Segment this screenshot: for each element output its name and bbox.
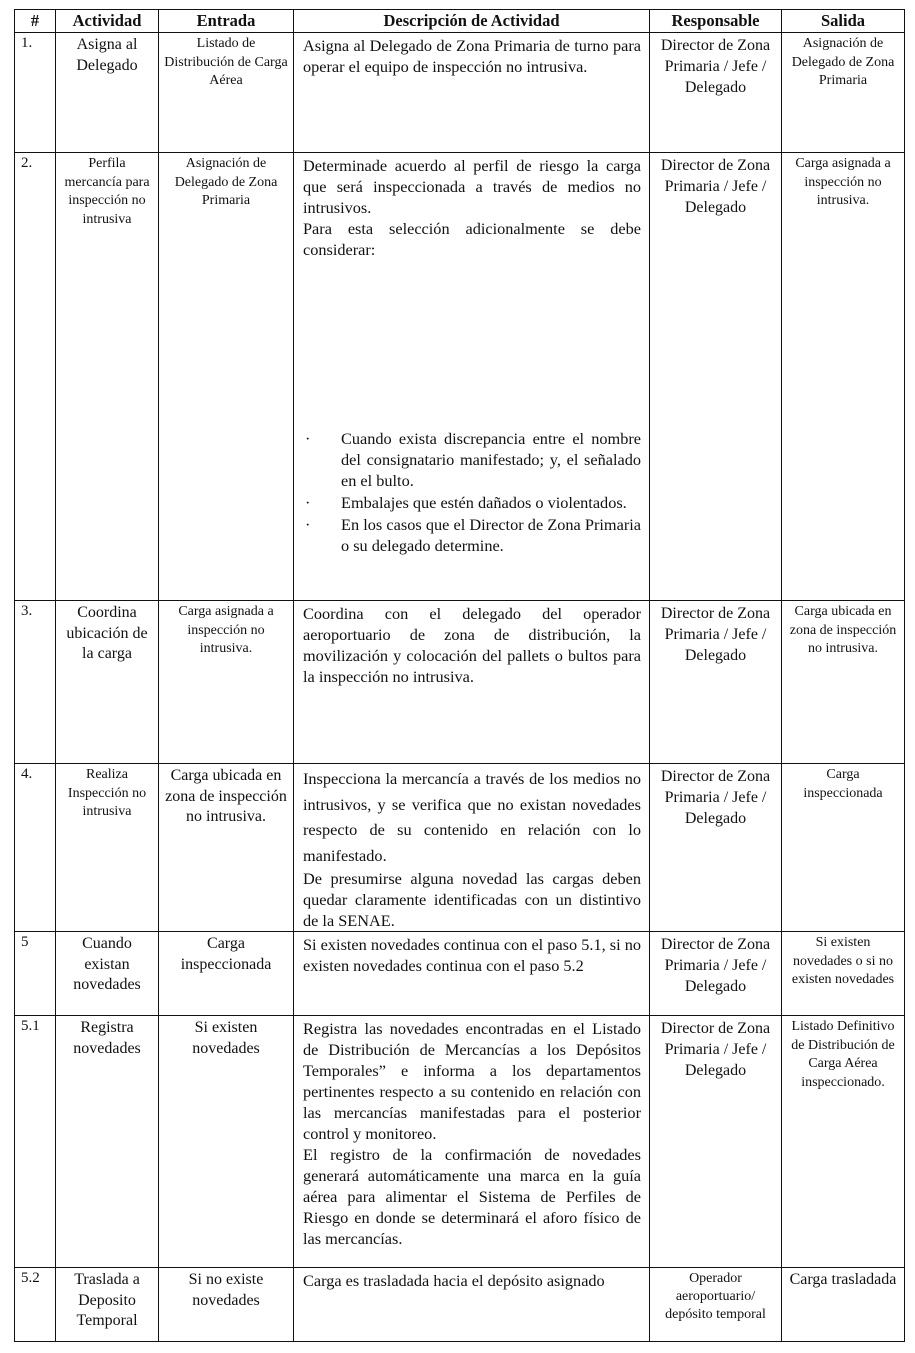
row-activity: Coordina ubicación de la carga xyxy=(56,601,159,764)
row-input: Si existen novedades xyxy=(159,1016,294,1268)
row-description xyxy=(294,932,650,1016)
table-row xyxy=(15,764,905,932)
header-description: Descripción de Actividad xyxy=(294,10,650,33)
header-row xyxy=(15,10,905,33)
row-input: Asignación de Delegado de Zona Primaria xyxy=(159,153,294,601)
header-input: Entrada xyxy=(159,10,294,33)
table-row xyxy=(15,1016,905,1268)
row-description xyxy=(294,601,650,764)
criteria-list xyxy=(303,428,641,556)
row-description xyxy=(294,33,650,153)
row-activity: Cuando existan novedades xyxy=(56,932,159,1016)
bullet-icon: · xyxy=(305,515,311,534)
row-input: Carga inspeccionada xyxy=(159,932,294,1016)
row-output: Carga asignada a inspección no intrusiva. xyxy=(782,153,905,601)
description-paragraph: Si existen novedades continua con el paso 5.1, si no existen novedades continua con el paso 5.2 xyxy=(303,935,641,975)
table-row xyxy=(15,1268,905,1342)
row-activity: Traslada a Deposito Temporal xyxy=(56,1268,159,1342)
row-output: Si existen novedades o si no existen novedades xyxy=(782,932,905,1016)
row-responsible: Director de Zona Primaria / Jefe / Delegado xyxy=(650,153,782,601)
header-activity: Actividad xyxy=(56,10,159,33)
row-output: Carga trasladada xyxy=(782,1268,905,1342)
description-paragraph: Coordina con el delegado del operador aeroportuario de zona de distribución, la movilización y colocación del pallets o bultos para la inspección no intrusiva. xyxy=(303,604,641,686)
row-responsible: Director de Zona Primaria / Jefe / Delegado xyxy=(650,601,782,764)
row-number: 5 xyxy=(15,932,56,1016)
blank-space xyxy=(303,260,641,428)
row-responsible: Director de Zona Primaria / Jefe / Delegado xyxy=(650,932,782,1016)
description-paragraph: Para esta selección adicionalmente se debe considerar: xyxy=(303,219,641,259)
description-paragraph: Carga es trasladada hacia el depósito asignado xyxy=(303,1271,605,1290)
table-row xyxy=(15,33,905,153)
row-activity: Realiza Inspección no intrusiva xyxy=(56,764,159,932)
row-description xyxy=(294,764,650,932)
row-description xyxy=(294,153,650,601)
row-input: Si no existe novedades xyxy=(159,1268,294,1342)
header-output: Salida xyxy=(782,10,905,33)
row-activity: Asigna al Delegado xyxy=(56,33,159,153)
row-number: 5.2 xyxy=(15,1268,56,1342)
description-paragraph: De presumirse alguna novedad las cargas deben quedar claramente identificadas con un distintivo de la SENAE. xyxy=(303,869,641,930)
row-responsible: Operador aeroportuario/ depósito temporal xyxy=(650,1268,782,1342)
list-item-text: En los casos que el Director de Zona Primaria o su delegado determine. xyxy=(341,515,641,555)
row-responsible: Director de Zona Primaria / Jefe / Delegado xyxy=(650,1016,782,1268)
description-paragraph: Inspecciona la mercancía a través de los medios no intrusivos, y se verifica que no existan novedades respecto de su contenido en relación con lo manifestado. xyxy=(303,769,641,865)
list-item xyxy=(303,492,641,513)
table-row xyxy=(15,153,905,601)
description-paragraph: Registra las novedades encontradas en el Listado de Distribución de Mercancías a los Depósitos Temporales” e informa a los departamentos pertinentes respecto a su contenido en relación con las mercancías manifestadas para el posterior control y monitoreo. xyxy=(303,1019,641,1143)
header-num: # xyxy=(15,10,56,33)
row-output: Carga inspeccionada xyxy=(782,764,905,932)
description-paragraph: Determinade acuerdo al perfil de riesgo la carga que será inspeccionada a través de medios no intrusivos. xyxy=(303,156,641,217)
row-description xyxy=(294,1016,650,1268)
procedure-document xyxy=(14,9,905,1342)
row-number: 2. xyxy=(15,153,56,601)
row-number: 4. xyxy=(15,764,56,932)
row-input: Listado de Distribución de Carga Aérea xyxy=(159,33,294,153)
row-responsible: Director de Zona Primaria / Jefe / Delegado xyxy=(650,33,782,153)
list-item xyxy=(303,428,641,491)
header-responsible: Responsable xyxy=(650,10,782,33)
row-activity: Registra novedades xyxy=(56,1016,159,1268)
list-item-text: Embalajes que estén dañados o violentados. xyxy=(341,493,627,512)
row-input: Carga asignada a inspección no intrusiva. xyxy=(159,601,294,764)
row-input: Carga ubicada en zona de inspección no intrusiva. xyxy=(159,764,294,932)
row-output: Carga ubicada en zona de inspección no intrusiva. xyxy=(782,601,905,764)
bullet-icon: · xyxy=(305,429,311,448)
description-paragraph: Asigna al Delegado de Zona Primaria de turno para operar el equipo de inspección no intrusiva. xyxy=(303,36,641,76)
activity-table xyxy=(14,9,905,1342)
list-item-text: Cuando exista discrepancia entre el nombre del consignatario manifestado; y, el señalado en el bulto. xyxy=(341,429,641,490)
row-output: Asignación de Delegado de Zona Primaria xyxy=(782,33,905,153)
bullet-icon: · xyxy=(305,493,311,512)
table-row xyxy=(15,932,905,1016)
row-output: Listado Definitivo de Distribución de Carga Aérea inspeccionado. xyxy=(782,1016,905,1268)
row-description xyxy=(294,1268,650,1342)
row-activity: Perfila mercancía para inspección no intrusiva xyxy=(56,153,159,601)
row-responsible: Director de Zona Primaria / Jefe / Delegado xyxy=(650,764,782,932)
list-item xyxy=(303,514,641,556)
table-row xyxy=(15,601,905,764)
row-number: 1. xyxy=(15,33,56,153)
description-paragraph: El registro de la confirmación de novedades generará automáticamente una marca en la guía aérea para alimentar el Sistema de Perfiles de Riesgo en donde se determinará el aforo físico de las mercancías. xyxy=(303,1145,641,1248)
row-number: 3. xyxy=(15,601,56,764)
row-number: 5.1 xyxy=(15,1016,56,1268)
